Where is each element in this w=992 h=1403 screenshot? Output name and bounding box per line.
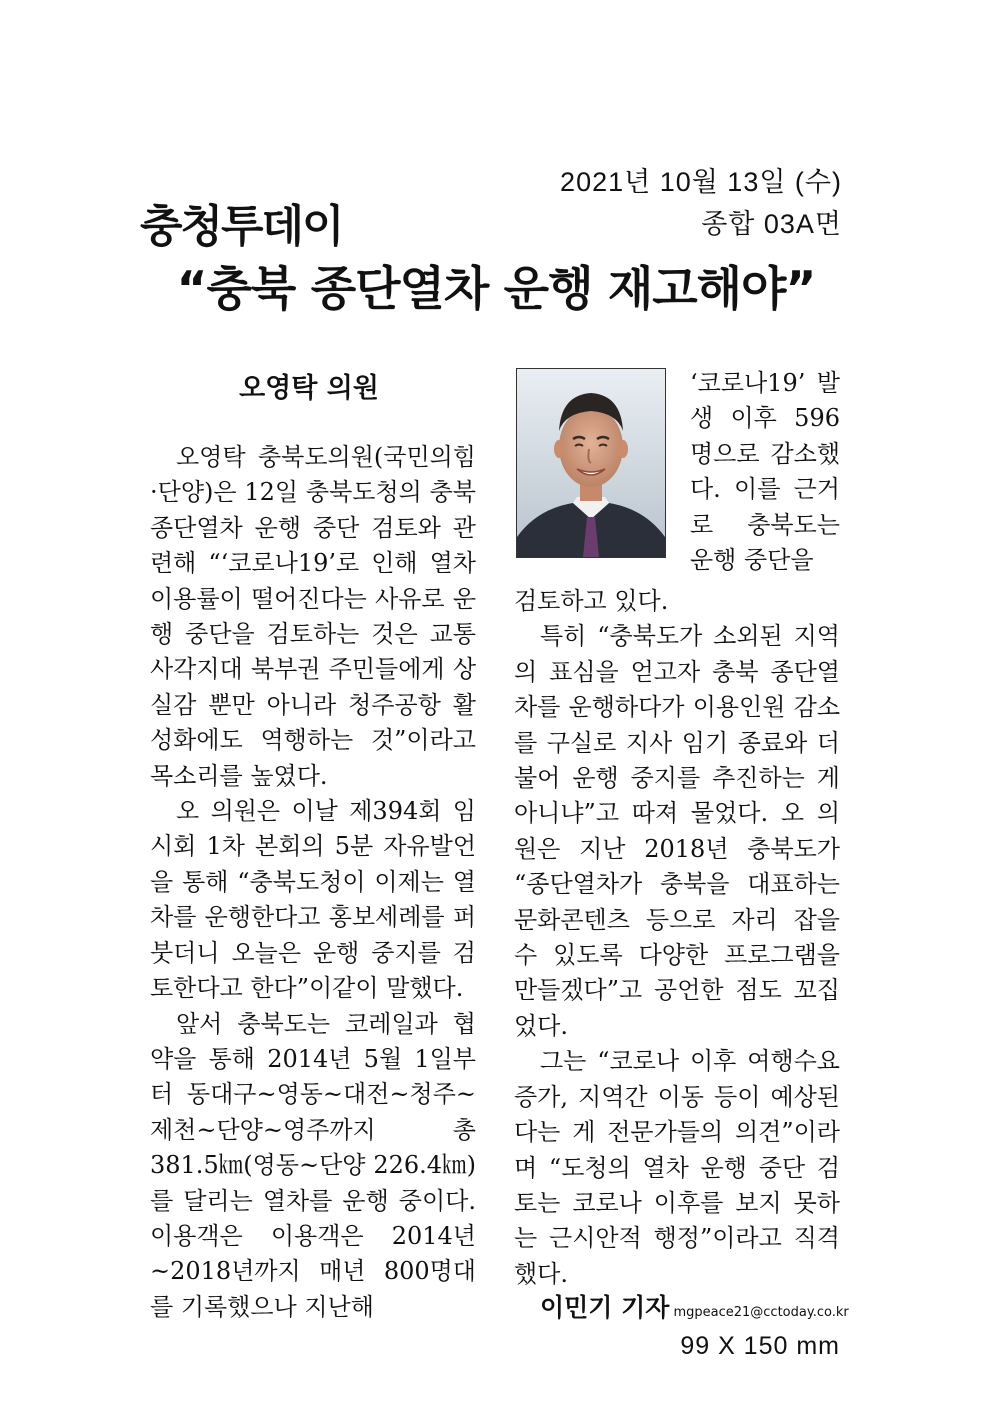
subhead: 오영탁 의원 <box>239 373 379 404</box>
paragraph: 오 의원은 이날 제394회 임시회 1차 본회의 5분 자유발언을 통해 “충북도청이 이제는 열차를 운행한다고 홍보세례를 퍼붓더니 오늘은 운행 중지를 검토한다고 한다”이같이 말했다. <box>150 797 476 1003</box>
reporter-email: mgpeace21@cctoday.co.kr <box>673 1305 849 1320</box>
paragraph: 검토하고 있다. <box>514 587 669 615</box>
paragraph: 그는 “코로나 이후 여행수요 증가, 지역간 이동 등이 예상된다는 게 전문가들의 의견”이라며 “도청의 열차 운행 중단 검토는 코로나 이후를 보지 못하는 근시안적 행정”이라고 직격했다. <box>514 1047 840 1288</box>
paragraph: 특히 “충북도가 소외된 지역의 표심을 얻고자 충북 종단열차를 운행하다가 이용인원 감소를 구실로 지사 임기 종료와 더불어 운행 중지를 추진하는 게 아니냐”고 따져 물었다. 오 의원은 지난 2018년 충북도가 “종단열차가 충북을 대표하는 문화콘텐츠 등으로 자리 잡을 수 있도록 다양한 프로그램을 만들겠다”고 공언한 점도 꼬집었다. <box>514 622 840 1040</box>
headline: “충북 종단열차 운행 재고해야” <box>176 262 816 317</box>
masthead-logo: 충청투데이 <box>140 201 343 252</box>
section-page: 종합 03A면 <box>701 209 842 239</box>
article-column-left <box>150 440 476 1325</box>
publish-date: 2021년 10월 13일 (수) <box>560 167 842 197</box>
byline <box>540 1288 849 1324</box>
article-column-right-top: ‘코로나19’ 발생 이후 596명으로 감소했다. 이를 근거로 충북도는 운행 중단을 <box>690 369 840 575</box>
reporter-name: 이민기 기자 <box>540 1293 670 1322</box>
article-column-right <box>514 584 840 1292</box>
portrait-illustration <box>517 369 665 557</box>
paragraph: 오영탁 충북도의원(국민의힘·단양)은 12일 충북도청의 충북 종단열차 운행 중단 검토와 관련해 “‘코로나19’로 인해 열차 이용률이 떨어진다는 사유로 운행 중단을 검토하는 것은 교통 사각지대 북부권 주민들에게 상실감 뿐만 아니라 청주공항 활성화에도 역행하는 것”이라고 목소리를 높였다. <box>150 443 476 790</box>
clipping-size: 99 X 150 mm <box>680 1332 840 1360</box>
portrait-photo <box>516 368 666 558</box>
paragraph: 앞서 충북도는 코레일과 협약을 통해 2014년 5월 1일부터 동대구~영동~대전~청주~제천~단양~영주까지 총 381.5㎞(영동~단양 226.4㎞)를 달리는 열차를 운행 중이다. 이용객은 이용객은 2014년~2018년까지 매년 800명대를 기록했으나 지난해 <box>150 1009 476 1321</box>
